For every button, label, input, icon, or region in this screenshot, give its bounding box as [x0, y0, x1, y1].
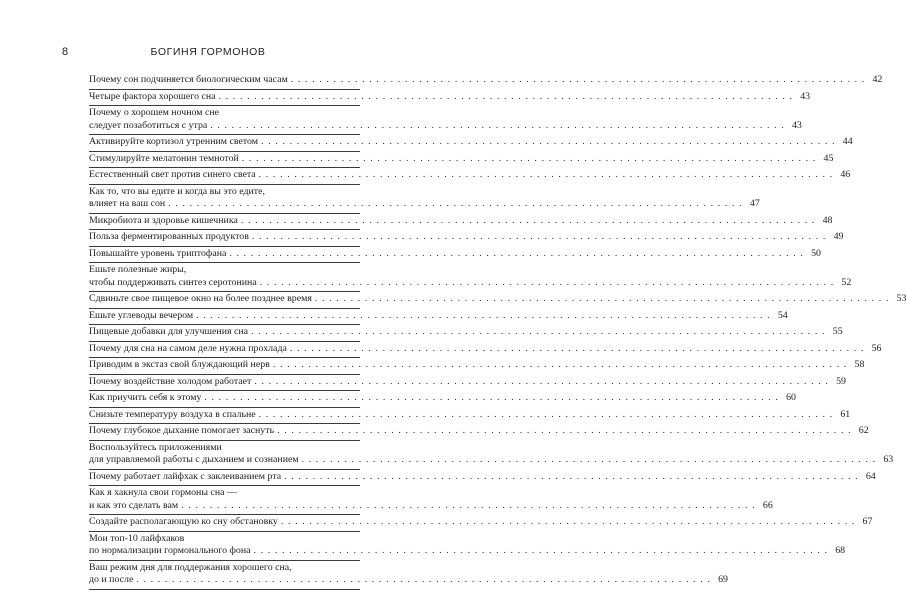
toc-entry: [89, 561, 728, 590]
toc-entry-title-line: и как это сделать вам: [89, 499, 179, 511]
toc-entry-title-line: Ваш режим дня для поддержания хорошего сна,: [89, 561, 292, 573]
toc-entry-page-number: 63: [883, 454, 894, 465]
toc-entry: [89, 168, 851, 185]
toc-entry-row: [89, 276, 852, 290]
dot-leader: [204, 392, 779, 405]
toc-entry-title-line: Как приучить себя к этому: [89, 392, 202, 403]
toc-entry-page-number: 42: [872, 74, 883, 85]
toc-entry-row: [89, 408, 851, 422]
toc-entry-title-line: Естественный свет против синего света: [89, 169, 256, 180]
toc-entry-row: [89, 74, 883, 87]
dot-leader: [261, 136, 836, 149]
toc-entry-title-line: Почему воздействие холодом работает: [89, 375, 252, 387]
toc-entry-row: [89, 359, 865, 372]
page-header: [0, 45, 416, 59]
toc-entry-page-number: 43: [800, 90, 811, 102]
toc-entry: [89, 106, 802, 135]
toc-entry-row: [89, 342, 882, 356]
dot-leader: [302, 454, 877, 467]
toc-entry-title-line: Почему для сна на самом деле нужна прохлада: [89, 342, 287, 354]
page-number: 8: [62, 46, 69, 58]
toc-entry-row: [89, 136, 853, 149]
dot-leader: [252, 231, 827, 244]
toc-entry-page-number: 68: [835, 545, 846, 556]
toc-entry: [89, 424, 869, 441]
toc-entry-page-number: 47: [749, 198, 760, 209]
toc-entry-page-number: 67: [862, 516, 873, 527]
toc-entry-page-number: 44: [842, 136, 853, 147]
toc-entry-row: [89, 392, 796, 405]
dot-leader: [136, 574, 711, 587]
toc-entry-title-line: Почему сон подчиняется биологическим часам: [89, 74, 288, 85]
toc-entry-title-line: Микробиота и здоровье кишечника: [89, 214, 238, 226]
toc-entry-row: [89, 152, 834, 166]
toc-entry-title-line: Почему глубокое дыхание помогает заснуть: [89, 425, 275, 436]
toc-entry-page-number: 46: [840, 169, 851, 180]
toc-entry-title-line: до и после: [89, 574, 134, 585]
toc-entry-row: [89, 169, 851, 182]
toc-entry-row: [89, 326, 843, 339]
toc-entry-title-line: Стимулируйте мелатонин темнотой: [89, 152, 239, 164]
toc-entry-title-line: по нормализации гормонального фона: [89, 545, 251, 556]
toc-entry-title-line: Почему работает лайфхак с заклеиванием рта: [89, 470, 282, 482]
toc-entry-page-number: 43: [791, 119, 802, 131]
toc-entry: [89, 185, 760, 214]
toc-entry-page-number: 49: [833, 231, 844, 242]
toc-entry-row: [89, 309, 788, 323]
toc-entry-page-number: 61: [840, 408, 851, 420]
toc-entry-page-number: 66: [762, 499, 773, 511]
dot-leader: [281, 516, 856, 529]
toc-entry: [89, 214, 833, 231]
toc-entry-page-number: 50: [811, 247, 821, 259]
toc-entry-page-number: 52: [841, 276, 852, 288]
toc-entry-row: [89, 247, 821, 261]
dot-leader: [259, 169, 834, 182]
toc-entry-row: [89, 198, 760, 211]
toc-entry-page-number: 48: [822, 214, 833, 226]
toc-entry-row: [89, 499, 773, 513]
toc-entry: [89, 292, 906, 309]
toc-entry: [89, 73, 883, 90]
toc-entry-title-line: Как я хакнула свои гормоны сна —: [89, 487, 237, 498]
toc-entry: [89, 325, 843, 342]
toc-entry-title-line: Снизьте температуру воздуха в спальне: [89, 408, 256, 420]
dot-leader: [168, 198, 743, 211]
dot-leader: [290, 343, 865, 356]
toc-entry: [89, 532, 846, 561]
toc-entry: [89, 358, 865, 375]
toc-entry-row: [89, 470, 876, 484]
toc-entry-row: [89, 119, 802, 133]
toc-entry-title-line: Воспользуйтесь приложениями: [89, 441, 222, 453]
toc-entry-title-line: Польза ферментированных продуктов: [89, 231, 249, 242]
dot-leader: [241, 215, 816, 228]
toc-entry: [89, 486, 773, 515]
toc-entry-title-line: Сдвиньте свое пищевое окно на более позднее время: [89, 293, 312, 304]
toc-entry-title-line: Ешьте углеводы вечером: [89, 309, 194, 321]
toc-entry: [89, 342, 882, 359]
toc-entry-row: [89, 454, 894, 467]
toc-entry-row: [89, 574, 728, 587]
dot-leader: [181, 500, 756, 513]
toc-entry-page-number: 59: [836, 375, 846, 387]
toc-entry-page-number: 64: [865, 470, 876, 482]
toc-entry-title-line: Почему о хорошем ночном сне: [89, 107, 220, 118]
dot-leader: [210, 120, 785, 133]
toc-entry: [89, 90, 811, 107]
toc-entry: [89, 263, 852, 292]
toc-entry-page-number: 69: [718, 574, 728, 585]
toc-entry-row: [89, 214, 833, 228]
toc-entry: [89, 391, 796, 408]
toc-entry: [89, 309, 788, 326]
dot-leader: [315, 293, 890, 306]
toc-entry-title-line: Приводим в экстаз свой блуждающий нерв: [89, 359, 270, 370]
toc-entry-page-number: 60: [786, 392, 796, 403]
dot-leader: [254, 545, 829, 558]
toc-entry-title-line: Ешьте полезные жиры,: [89, 264, 187, 275]
toc-entry: [89, 441, 894, 470]
toc-entry-title-line: Пищевые добавки для улучшения сна: [89, 326, 249, 337]
toc-entry-title-line: Мои топ-10 лайфхаков: [89, 532, 185, 544]
dot-leader: [254, 376, 829, 389]
toc-entry-row: [89, 516, 873, 529]
toc-entry-row: [89, 90, 811, 104]
dot-leader: [260, 277, 835, 290]
toc-entry-row: [89, 545, 846, 558]
toc-entry: [89, 408, 851, 425]
toc-entry-title-line: Активируйте кортизол утренним светом: [89, 136, 259, 147]
toc-entry-title-line: Создайте располагающую ко сну обстановку: [89, 516, 278, 527]
toc-entry-title-line: для управляемой работы с дыханием и сознанием: [89, 454, 299, 465]
toc-entry-page-number: 55: [832, 326, 843, 337]
toc-entry-title-line: влияет на ваш сон: [89, 198, 166, 209]
table-of-contents: [89, 73, 906, 590]
toc-entry: [89, 375, 846, 392]
dot-leader: [259, 409, 834, 422]
dot-leader: [219, 91, 794, 104]
dot-leader: [291, 74, 866, 87]
toc-entry: [89, 135, 853, 152]
toc-entry-page-number: 62: [858, 425, 869, 436]
toc-entry-title-line: Четыре фактора хорошего сна: [89, 90, 216, 102]
toc-entry-title-line: Повышайте уровень триптофана: [89, 247, 227, 259]
toc-entry-page-number: 58: [854, 359, 865, 370]
toc-entry-title-line: чтобы поддерживать синтез серотонина: [89, 276, 257, 288]
toc-entry-row: [89, 425, 869, 438]
running-title: БОГИНЯ ГОРМОНОВ: [150, 46, 266, 58]
toc-entry-page-number: 54: [777, 309, 788, 321]
toc-entry-row: [89, 293, 906, 306]
dot-leader: [229, 248, 804, 261]
toc-entry: [89, 515, 873, 532]
toc-entry-page-number: 56: [871, 342, 882, 354]
dot-leader: [277, 425, 852, 438]
toc-entry-title-line: следует позаботиться с утра: [89, 119, 208, 131]
toc-entry-row: [89, 231, 844, 244]
dot-leader: [273, 359, 848, 372]
toc-entry-page-number: 45: [823, 152, 834, 164]
toc-entry: [89, 230, 844, 247]
dot-leader: [284, 471, 859, 484]
toc-entry: [89, 152, 834, 169]
toc-entry-row: [89, 375, 846, 389]
dot-leader: [242, 153, 817, 166]
toc-entry: [89, 247, 821, 264]
toc-entry-title-line: Как то, что вы едите и когда вы это едите,: [89, 185, 265, 197]
dot-leader: [251, 326, 826, 339]
dot-leader: [196, 310, 771, 323]
toc-entry-page-number: 53: [896, 293, 906, 304]
toc-entry: [89, 470, 876, 487]
